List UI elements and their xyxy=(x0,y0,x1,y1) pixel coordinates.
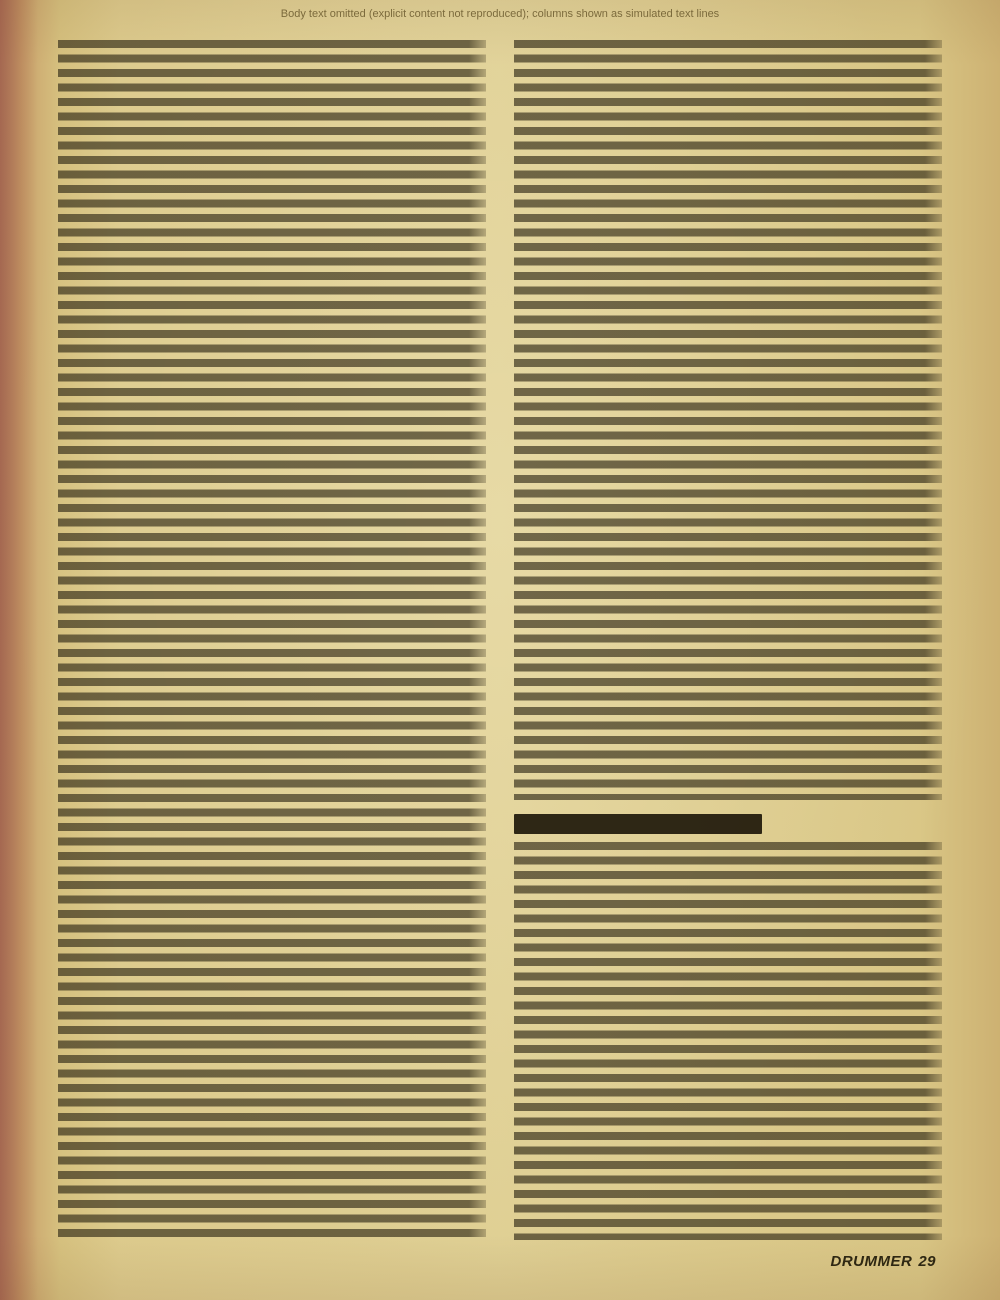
text-column-right xyxy=(514,40,942,1240)
binding-shadow xyxy=(0,0,38,1300)
body-text-block xyxy=(514,40,942,800)
body-text-block xyxy=(514,842,942,1240)
page-footer xyxy=(830,1253,936,1270)
section-heading-placeholder xyxy=(514,814,762,834)
page-number: 29 xyxy=(918,1253,936,1270)
body-text-block xyxy=(58,40,486,1240)
magazine-name: DRUMMER xyxy=(830,1253,913,1270)
text-column-left xyxy=(58,40,486,1240)
omission-notice: Body text omitted (explicit content not reproduced); columns shown as simulated text lines xyxy=(280,8,720,20)
two-column-layout xyxy=(58,40,942,1240)
